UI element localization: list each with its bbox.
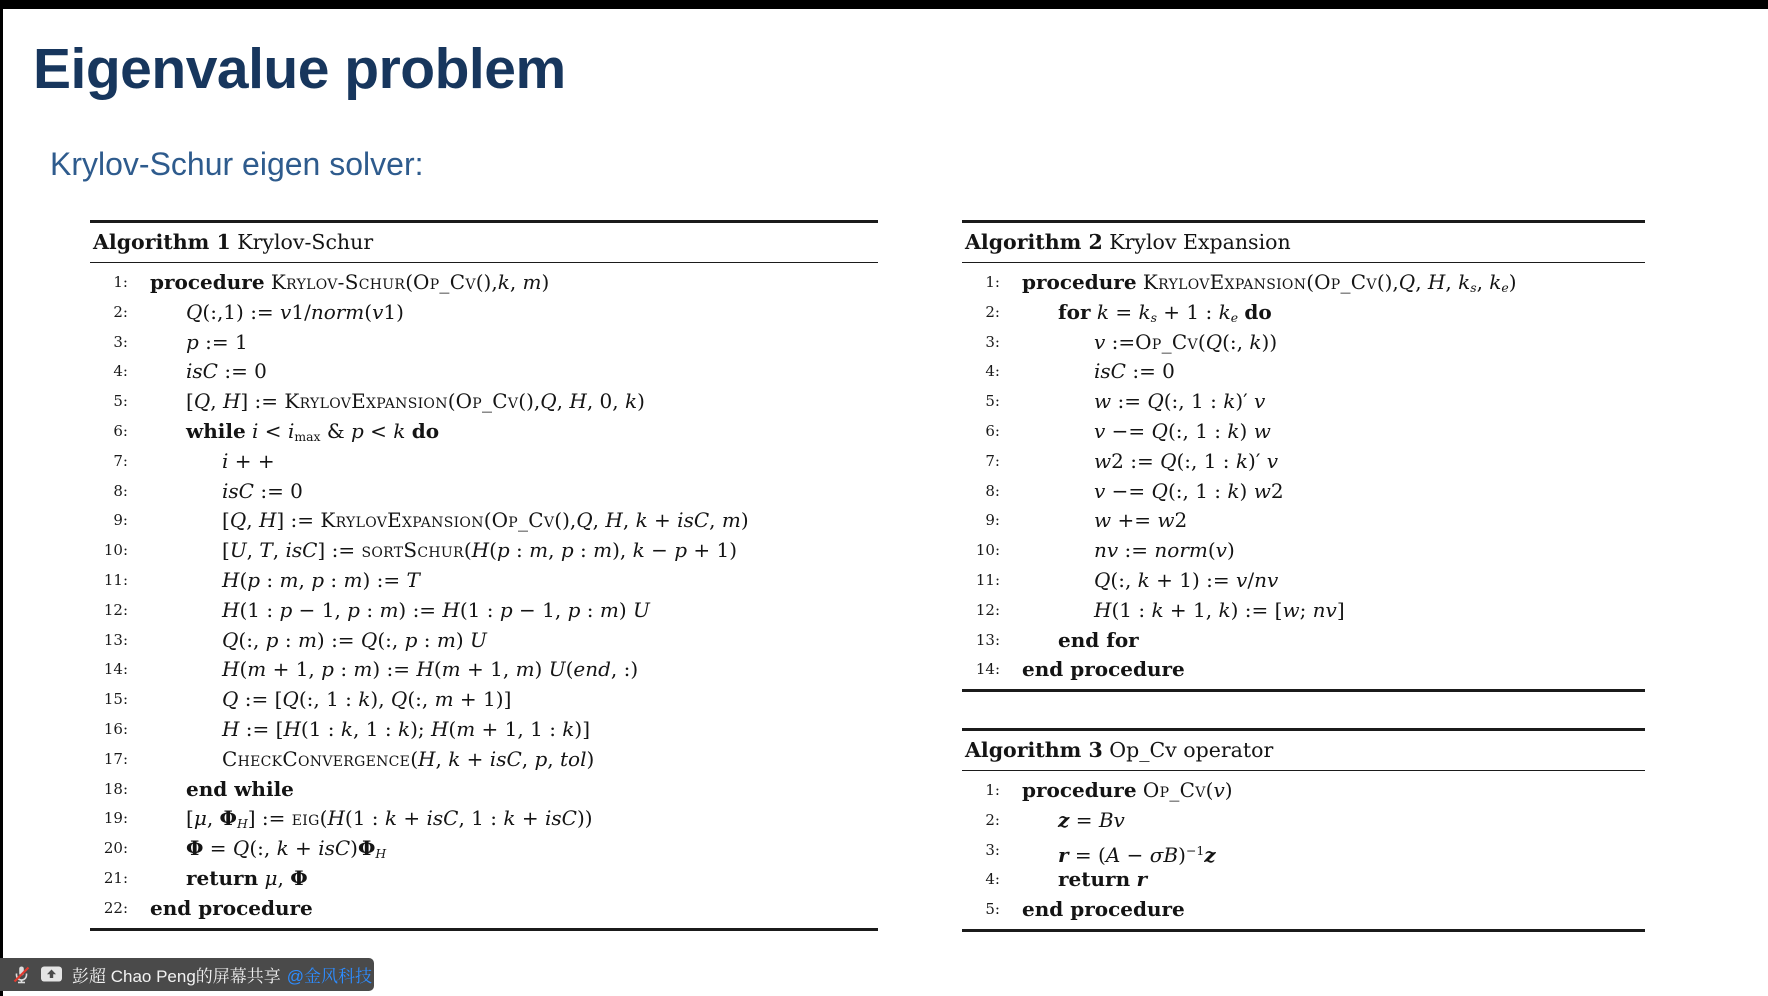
line-number: 17: (103, 749, 128, 768)
algorithm-line (90, 447, 878, 477)
line-number: 5: (985, 900, 1000, 919)
algorithm-name: Krylov Expansion (1109, 230, 1291, 254)
line-number: 14: (975, 660, 1000, 679)
algorithm-line (962, 626, 1645, 656)
line-number: 8: (113, 481, 128, 500)
algorithm-label: Algorithm 3 (965, 738, 1103, 762)
line-number: 20: (103, 839, 128, 858)
line-code: Q(:,1) := v1/norm(v1) (186, 299, 404, 324)
algorithm-line (90, 685, 878, 715)
line-number: 1: (113, 273, 128, 291)
algorithm-caption (962, 223, 1645, 263)
slide-subtitle: Krylov-Schur eigen solver: (50, 146, 424, 182)
algorithm-lines (962, 771, 1645, 929)
line-number: 9: (113, 511, 128, 530)
line-code: end procedure (1022, 897, 1185, 922)
line-code: [μ, $\Phi_H$] := eig(H(1 : k + isC, 1 : k + isC)) (186, 806, 593, 832)
algorithm-line (90, 834, 878, 864)
algorithm-caption (962, 731, 1645, 771)
algorithm-line (90, 417, 878, 447)
top-black-bar (0, 0, 1768, 9)
algorithm-line (90, 298, 878, 328)
algorithm-line (90, 655, 878, 685)
algorithm-line (90, 357, 878, 387)
line-number: 2: (985, 302, 1000, 321)
line-number: 5: (113, 392, 128, 411)
algorithm-line (962, 865, 1645, 895)
algorithm-1-krylov-schur (90, 220, 878, 931)
line-number: 13: (975, 630, 1000, 649)
line-code: v −= Q(:, 1 : k) w (1094, 418, 1271, 443)
algorithm-label: Algorithm 2 (965, 230, 1103, 254)
algorithm-line (962, 357, 1645, 387)
line-code: procedure KrylovExpansion(Op_Cv(),Q, H, $k_s$, $k_e$) (1022, 270, 1517, 296)
algorithm-line (90, 268, 878, 298)
algorithm-line (962, 655, 1645, 685)
line-number: 14: (103, 660, 128, 679)
line-code: isC := 0 (222, 478, 303, 503)
line-code: v −= Q(:, 1 : k) w2 (1094, 478, 1284, 503)
line-number: 10: (975, 541, 1000, 560)
line-code: Φ = Q(:, $k + isC)\Phi_H$ (186, 836, 387, 862)
line-code: p := 1 (186, 329, 248, 354)
algorithm-line (90, 387, 878, 417)
algorithm-line (90, 775, 878, 805)
line-number: 4: (985, 362, 1000, 381)
line-number: 18: (103, 779, 128, 798)
line-code: nv := norm(v) (1094, 538, 1235, 563)
line-number: 8: (985, 481, 1000, 500)
algorithm-line (962, 536, 1645, 566)
line-number: 19: (103, 809, 128, 828)
line-number: 12: (975, 600, 1000, 619)
algorithm-line (962, 298, 1645, 328)
line-code: CheckConvergence(H, k + isC, p, tol) (222, 746, 595, 771)
algorithm-caption (90, 223, 878, 263)
algorithm-line (962, 776, 1645, 806)
algorithm-line (90, 596, 878, 626)
line-number: 15: (103, 690, 128, 709)
algorithm-line (962, 417, 1645, 447)
algorithm-lines (90, 263, 878, 928)
line-code: end procedure (150, 895, 313, 920)
share-bar-company-link[interactable]: @金风科技 (286, 967, 373, 986)
line-code: Q := [Q(:, 1 : k), Q(:, m + 1)] (222, 687, 512, 712)
line-number: 5: (985, 392, 1000, 411)
line-code: procedure Krylov-Schur(Op_Cv(),k, m) (150, 270, 550, 294)
algorithm-line (90, 626, 878, 656)
line-code: H(m + 1, p : m) := H(m + 1, m) U(end, :) (222, 657, 639, 682)
line-code: i + + (222, 448, 275, 473)
algorithm-line (962, 895, 1645, 925)
line-code: isC := 0 (1094, 359, 1175, 384)
line-code: end while (186, 776, 294, 801)
line-number: 2: (113, 302, 128, 321)
left-black-edge (0, 0, 3, 996)
line-code: for $k = k_s + 1$ : $k_e$ do (1058, 299, 1272, 325)
line-number: 4: (985, 870, 1000, 889)
line-code: return μ, Φ (186, 865, 308, 890)
line-code: w2 := Q(:, 1 : k)′ v (1094, 448, 1279, 473)
line-number: 21: (103, 868, 128, 887)
line-code: end for (1058, 627, 1139, 652)
line-code: H(1 : k + 1, k) := [w; nv] (1094, 597, 1345, 622)
algorithm-line (962, 566, 1645, 596)
algorithm-line (90, 566, 878, 596)
algorithm-line (962, 328, 1645, 358)
line-number: 1: (985, 781, 1000, 799)
algorithm-3-opcv-operator (962, 728, 1645, 932)
algorithm-line (90, 745, 878, 775)
algorithm-line (962, 477, 1645, 507)
share-bar-text: 彭超 Chao Peng的屏幕共享 (72, 967, 281, 986)
algorithm-line (90, 715, 878, 745)
line-code: isC := 0 (186, 359, 267, 384)
algorithm-name: Op_Cv operator (1109, 738, 1274, 762)
algorithm-line (962, 268, 1645, 298)
algorithm-line (90, 328, 878, 358)
algorithm-line (962, 506, 1645, 536)
line-number: 7: (985, 451, 1000, 470)
algorithm-line (962, 447, 1645, 477)
page-title: Eigenvalue problem (33, 37, 566, 101)
line-number: 11: (103, 570, 128, 589)
algorithm-line (90, 864, 878, 894)
line-number: 7: (113, 451, 128, 470)
line-code: while $i < i_{max}$ & p < k do (186, 418, 440, 445)
line-number: 10: (103, 541, 128, 560)
line-code: w := Q(:, 1 : k)′ v (1094, 389, 1266, 414)
line-number: 9: (985, 511, 1000, 530)
line-number: 4: (113, 362, 128, 381)
screen-share-icon (40, 965, 63, 984)
algorithm-label: Algorithm 1 (93, 230, 231, 254)
algorithm-2-krylov-expansion (962, 220, 1645, 692)
line-number: 12: (103, 600, 128, 619)
line-code: H(p : m, p : m) := T (222, 567, 420, 592)
line-code: z = Bv (1058, 807, 1125, 832)
line-code: end procedure (1022, 657, 1185, 682)
line-code: return r (1058, 867, 1148, 892)
algorithm-line (90, 536, 878, 566)
line-code: w += w2 (1094, 508, 1188, 533)
line-number: 16: (103, 719, 128, 738)
algorithm-line (962, 806, 1645, 836)
algorithm-line (90, 477, 878, 507)
line-number: 13: (103, 630, 128, 649)
line-code: [Q, H] := KrylovExpansion(Op_Cv(),Q, H, 0, k) (186, 389, 645, 414)
algorithm-line (90, 804, 878, 834)
line-number: 22: (103, 898, 128, 917)
algorithm-line (962, 387, 1645, 417)
algorithm-line (90, 894, 878, 924)
line-number: 3: (985, 332, 1000, 351)
line-code: Q(:, p : m) := Q(:, p : m) U (222, 627, 487, 652)
algorithm-line (90, 506, 878, 536)
line-number: 6: (113, 421, 128, 440)
line-code: $r = (A - \sigma B)^{-1}z$ (1058, 842, 1216, 867)
line-number: 3: (985, 840, 1000, 859)
zoom-share-bar[interactable] (0, 958, 374, 991)
line-code: Q(:, k + 1) := v/nv (1094, 567, 1279, 592)
line-number: 1: (985, 273, 1000, 291)
line-code: procedure Op_Cv(v) (1022, 778, 1233, 802)
algorithm-lines (962, 263, 1645, 689)
line-code: H := [H(1 : k, 1 : k); H(m + 1, 1 : k)] (222, 716, 591, 741)
algorithm-name: Krylov-Schur (237, 230, 374, 254)
line-number: 6: (985, 421, 1000, 440)
algorithm-line (962, 596, 1645, 626)
algorithm-line (962, 836, 1645, 866)
line-code: [Q, H] := KrylovExpansion(Op_Cv(),Q, H, k + isC, m) (222, 508, 749, 533)
line-number: 3: (113, 332, 128, 351)
line-number: 2: (985, 810, 1000, 829)
line-code: v :=Op_Cv(Q(:, k)) (1094, 329, 1278, 354)
microphone-muted-icon (12, 965, 31, 984)
line-code: [U, T, isC] := sortSchur(H(p : m, p : m), k − p + 1) (222, 538, 738, 563)
line-code: H(1 : p − 1, p : m) := H(1 : p − 1, p : m) U (222, 597, 650, 622)
line-number: 11: (975, 570, 1000, 589)
